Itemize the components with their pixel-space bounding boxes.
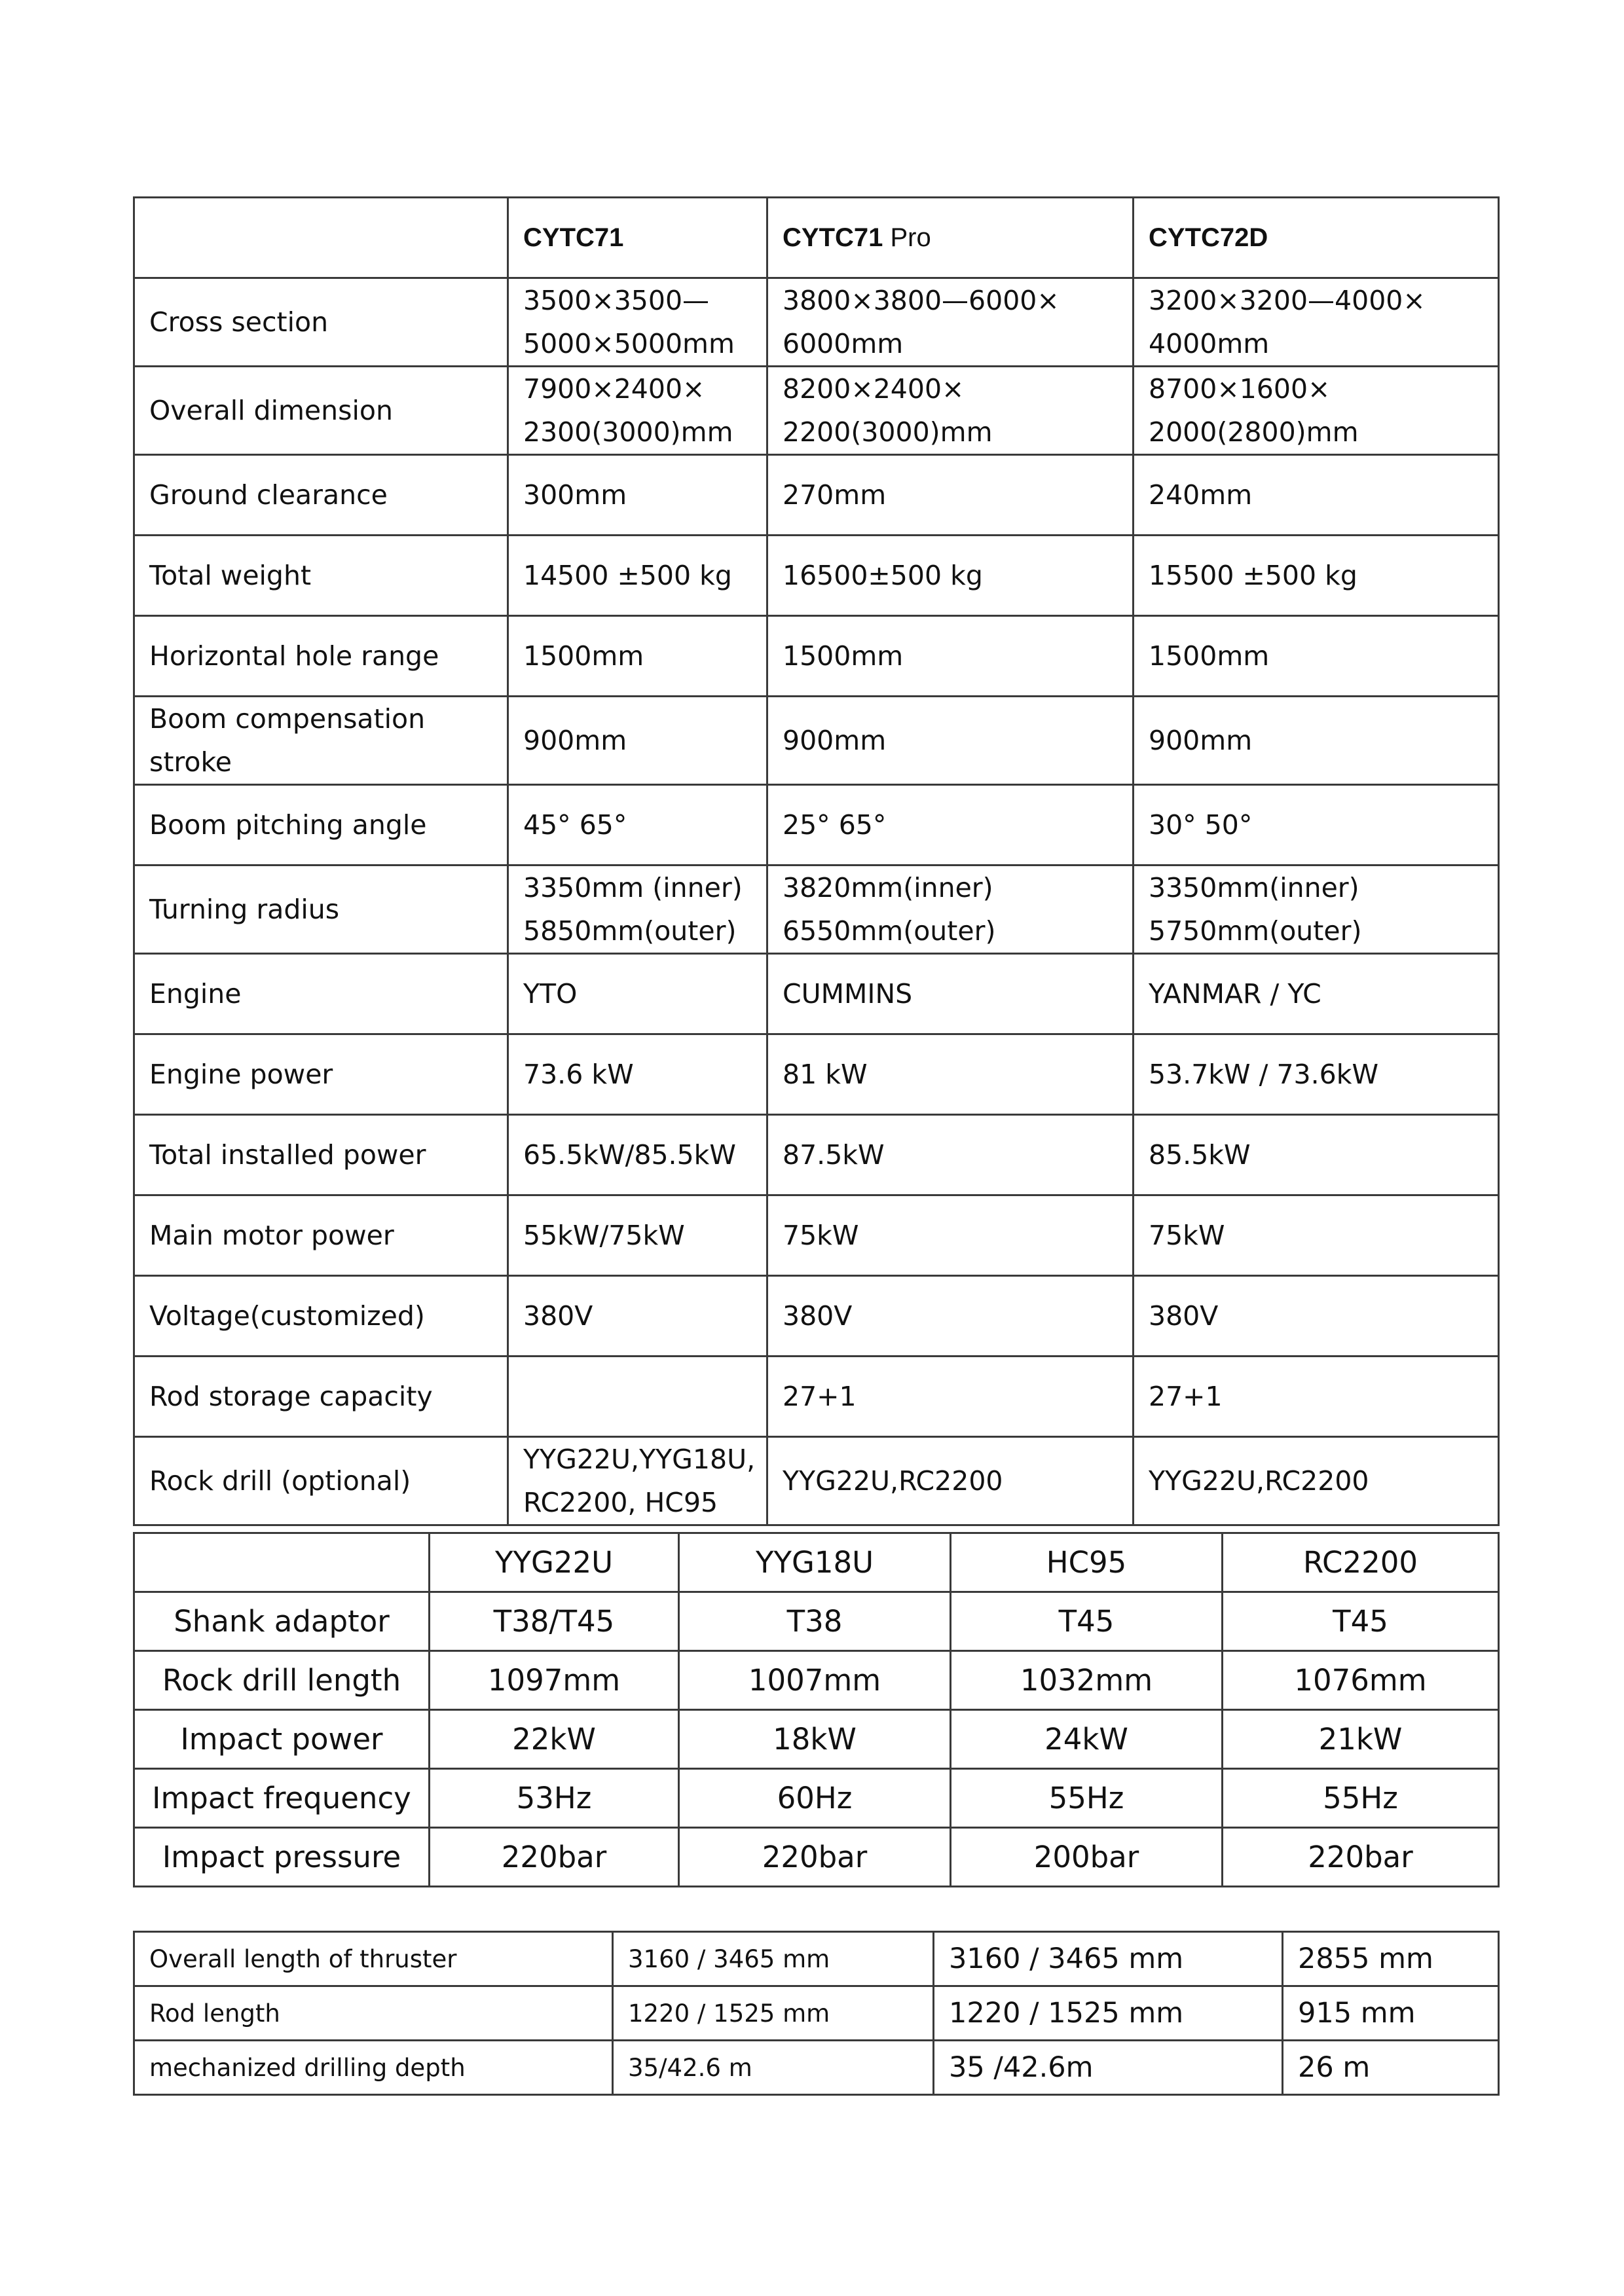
spec-value-line: 5750mm(outer) — [1149, 915, 1362, 947]
spec-value-cell — [767, 278, 1134, 367]
spec-value-cell — [508, 1034, 767, 1115]
spec-value-cell — [767, 616, 1134, 697]
thruster-value: 1220 / 1525 mm — [613, 1986, 934, 2041]
spec-value-line: 45° 65° — [523, 809, 627, 841]
spec-label: Horizontal hole range — [134, 616, 508, 697]
spec-value-line: 380V — [523, 1300, 593, 1332]
spec-value-cell — [767, 1437, 1134, 1525]
rock-drill-label: Shank adaptor — [134, 1592, 430, 1651]
spec-label: Rock drill (optional) — [134, 1437, 508, 1525]
rock-drill-label: Impact power — [134, 1710, 430, 1769]
spec-value-line: 240mm — [1149, 479, 1253, 511]
spec-value-line: 380V — [1149, 1300, 1219, 1332]
spec-value-line: 75kW — [1149, 1220, 1225, 1251]
thruster-value: 3160 / 3465 mm — [934, 1932, 1283, 1986]
rock-drill-value: 60Hz — [679, 1769, 951, 1828]
spec-value-line: 900mm — [1149, 725, 1253, 756]
spec-value-cell — [767, 954, 1134, 1034]
spec-value-line: 900mm — [783, 725, 887, 756]
spec-value-cell — [1134, 278, 1499, 367]
rock-drill-value: 53Hz — [430, 1769, 679, 1828]
spec-value-cell — [767, 1357, 1134, 1437]
spec-value-line: 3820mm(inner) — [783, 872, 993, 903]
spec-value-line: 15500 ±500 kg — [1149, 560, 1357, 591]
spec-value-cell — [1134, 1437, 1499, 1525]
rock-drill-header-cell: HC95 — [951, 1533, 1223, 1592]
spec-value-line: 3350mm (inner) — [523, 872, 743, 903]
rock-drill-value: 1097mm — [430, 1651, 679, 1710]
spec-row — [134, 1195, 1499, 1276]
spec-value-line: 16500±500 kg — [783, 560, 983, 591]
spec-value-cell — [508, 785, 767, 866]
spec-value-line: 2000(2800)mm — [1149, 416, 1359, 448]
rock-drill-table-body — [134, 1533, 1499, 1887]
thruster-value: 35 /42.6m — [934, 2041, 1283, 2095]
model-suffix: Pro — [883, 223, 931, 252]
spec-value-cell — [767, 536, 1134, 616]
rock-drill-label: Impact frequency — [134, 1769, 430, 1828]
spec-label: Rod storage capacity — [134, 1357, 508, 1437]
spec-value-cell — [508, 1195, 767, 1276]
spec-value-cell — [1134, 1034, 1499, 1115]
spec-value-line: 6000mm — [783, 328, 904, 359]
rock-drill-header-cell — [134, 1533, 430, 1592]
spec-value-line: 900mm — [523, 725, 627, 756]
spec-value-line: 65.5kW/85.5kW — [523, 1139, 736, 1171]
spec-value-line: 30° 50° — [1149, 809, 1253, 841]
spec-value-line: 27+1 — [1149, 1381, 1223, 1412]
spec-value-cell — [508, 1115, 767, 1195]
spec-value-cell — [1134, 536, 1499, 616]
spec-label: Cross section — [134, 278, 508, 367]
rock-drill-row — [134, 1592, 1499, 1651]
spec-label: Boom compensation stroke — [134, 697, 508, 785]
spec-row — [134, 536, 1499, 616]
spec-label: Overall dimension — [134, 367, 508, 455]
model-name: CYTC71 — [523, 223, 624, 252]
spec-value-cell — [508, 455, 767, 536]
rock-drill-value: T45 — [951, 1592, 1223, 1651]
thruster-label: mechanized drilling depth — [134, 2041, 613, 2095]
spec-value-cell — [508, 278, 767, 367]
rock-drill-value: T38 — [679, 1592, 951, 1651]
spec-value-cell — [1134, 1276, 1499, 1357]
rock-drill-header-row — [134, 1533, 1499, 1592]
rock-drill-value: 220bar — [430, 1828, 679, 1887]
spec-row — [134, 1276, 1499, 1357]
thruster-table-body — [134, 1932, 1499, 2095]
spec-value-line: RC2200, HC95 — [523, 1487, 718, 1518]
rock-drill-value: 18kW — [679, 1710, 951, 1769]
spec-value-line: 3500×3500— — [523, 285, 710, 316]
spec-value-line: CUMMINS — [783, 978, 913, 1010]
spec-value-line: 27+1 — [783, 1381, 857, 1412]
spec-value-cell — [1134, 367, 1499, 455]
rock-drill-table — [133, 1532, 1500, 1887]
spec-value-line: 25° 65° — [783, 809, 887, 841]
spec-value-cell — [767, 455, 1134, 536]
spec-value-cell — [1134, 785, 1499, 866]
spec-value-line: YTO — [523, 978, 578, 1010]
spec-value-line: YYG22U,YYG18U, — [523, 1444, 756, 1475]
spec-value-line: 8700×1600× — [1149, 373, 1331, 405]
spec-value-line: 1500mm — [783, 640, 904, 672]
spec-value-line: 380V — [783, 1300, 853, 1332]
spec-row — [134, 455, 1499, 536]
spec-row — [134, 1357, 1499, 1437]
rock-drill-label: Impact pressure — [134, 1828, 430, 1887]
spec-value-cell — [508, 1437, 767, 1525]
rock-drill-value: 55Hz — [951, 1769, 1223, 1828]
spec-value-cell — [508, 1357, 767, 1437]
spec-value-line: 4000mm — [1149, 328, 1270, 359]
thruster-value: 35/42.6 m — [613, 2041, 934, 2095]
spec-value-cell — [1134, 616, 1499, 697]
spec-value-line: 3200×3200—4000× — [1149, 285, 1426, 316]
rock-drill-value: 1007mm — [679, 1651, 951, 1710]
spec-value-line: YANMAR / YC — [1149, 978, 1321, 1010]
spec-label: Boom pitching angle — [134, 785, 508, 866]
rock-drill-value: 21kW — [1223, 1710, 1499, 1769]
spec-value-cell — [767, 367, 1134, 455]
thruster-row — [134, 2041, 1499, 2095]
rock-drill-value: 1076mm — [1223, 1651, 1499, 1710]
spec-label: Total weight — [134, 536, 508, 616]
spec-label: Ground clearance — [134, 455, 508, 536]
thruster-row — [134, 1986, 1499, 2041]
spec-value-cell — [508, 367, 767, 455]
spec-value-line: 14500 ±500 kg — [523, 560, 732, 591]
rock-drill-header-cell: YYG18U — [679, 1533, 951, 1592]
thruster-value: 915 mm — [1283, 1986, 1499, 2041]
spec-header-row — [134, 198, 1499, 278]
spec-value-cell — [767, 785, 1134, 866]
spec-value-line: 6550mm(outer) — [783, 915, 996, 947]
thruster-value: 3160 / 3465 mm — [613, 1932, 934, 1986]
rock-drill-value: 220bar — [679, 1828, 951, 1887]
spec-value-cell — [508, 866, 767, 954]
spec-value-cell — [508, 536, 767, 616]
spec-table — [133, 196, 1500, 1526]
spec-value-cell — [508, 616, 767, 697]
thruster-label: Overall length of thruster — [134, 1932, 613, 1986]
thruster-value: 2855 mm — [1283, 1932, 1499, 1986]
rock-drill-value: 220bar — [1223, 1828, 1499, 1887]
spec-label: Voltage(customized) — [134, 1276, 508, 1357]
spec-value-cell — [1134, 866, 1499, 954]
spec-value-line: 81 kW — [783, 1059, 868, 1090]
spec-value-cell — [767, 866, 1134, 954]
rock-drill-header-cell: RC2200 — [1223, 1533, 1499, 1592]
model-name: CYTC72D — [1149, 223, 1268, 252]
spec-value-cell — [1134, 1357, 1499, 1437]
spec-row — [134, 616, 1499, 697]
rock-drill-value: T38/T45 — [430, 1592, 679, 1651]
rock-drill-value: T45 — [1223, 1592, 1499, 1651]
spec-value-cell — [508, 1276, 767, 1357]
spec-value-cell — [1134, 697, 1499, 785]
spec-row — [134, 367, 1499, 455]
spec-value-cell — [1134, 954, 1499, 1034]
spec-row — [134, 1034, 1499, 1115]
rock-drill-row — [134, 1651, 1499, 1710]
rock-drill-value: 24kW — [951, 1710, 1223, 1769]
spec-label: Engine power — [134, 1034, 508, 1115]
spec-value-line: YYG22U,RC2200 — [783, 1465, 1003, 1497]
spec-label: Main motor power — [134, 1195, 508, 1276]
spec-value-line: 1500mm — [1149, 640, 1270, 672]
spec-value-cell — [1134, 1195, 1499, 1276]
thruster-value: 26 m — [1283, 2041, 1499, 2095]
spec-value-line: 2200(3000)mm — [783, 416, 993, 448]
rock-drill-label: Rock drill length — [134, 1651, 430, 1710]
spec-row — [134, 278, 1499, 367]
spec-row — [134, 785, 1499, 866]
spec-value-cell — [767, 1276, 1134, 1357]
spec-header-model-3 — [1134, 198, 1499, 278]
spec-value-line: 2300(3000)mm — [523, 416, 733, 448]
thruster-label: Rod length — [134, 1986, 613, 2041]
spec-value-line: 7900×2400× — [523, 373, 705, 405]
spec-value-cell — [767, 1034, 1134, 1115]
spec-value-cell — [767, 1115, 1134, 1195]
spec-value-line: 1500mm — [523, 640, 644, 672]
spec-value-cell — [1134, 1115, 1499, 1195]
spec-label: Engine — [134, 954, 508, 1034]
spec-label: Total installed power — [134, 1115, 508, 1195]
rock-drill-header-cell: YYG22U — [430, 1533, 679, 1592]
spec-value-line: 75kW — [783, 1220, 859, 1251]
spec-value-line: 270mm — [783, 479, 887, 511]
spec-value-line: 3350mm(inner) — [1149, 872, 1359, 903]
spec-value-line: 55kW/75kW — [523, 1220, 685, 1251]
spec-header-blank — [134, 198, 508, 278]
rock-drill-value: 55Hz — [1223, 1769, 1499, 1828]
thruster-row — [134, 1932, 1499, 1986]
spec-value-line: 53.7kW / 73.6kW — [1149, 1059, 1379, 1090]
spec-value-line: YYG22U,RC2200 — [1149, 1465, 1369, 1497]
spec-value-cell — [767, 697, 1134, 785]
spec-row — [134, 697, 1499, 785]
rock-drill-value: 22kW — [430, 1710, 679, 1769]
spec-row — [134, 866, 1499, 954]
rock-drill-row — [134, 1769, 1499, 1828]
spec-header-model-1 — [508, 198, 767, 278]
spec-label: Turning radius — [134, 866, 508, 954]
spec-row — [134, 1115, 1499, 1195]
rock-drill-value: 200bar — [951, 1828, 1223, 1887]
spec-value-line: 87.5kW — [783, 1139, 885, 1171]
spec-row — [134, 954, 1499, 1034]
spec-value-line: 73.6 kW — [523, 1059, 634, 1090]
spec-value-cell — [767, 1195, 1134, 1276]
spec-value-line: 5000×5000mm — [523, 328, 735, 359]
spec-value-line: 300mm — [523, 479, 627, 511]
thruster-value: 1220 / 1525 mm — [934, 1986, 1283, 2041]
spec-value-cell — [508, 697, 767, 785]
spec-row — [134, 1437, 1499, 1525]
spec-value-line: 5850mm(outer) — [523, 915, 737, 947]
spec-header-model-2 — [767, 198, 1134, 278]
spec-value-cell — [508, 954, 767, 1034]
model-name: CYTC71 — [783, 223, 883, 252]
rock-drill-value: 1032mm — [951, 1651, 1223, 1710]
thruster-table — [133, 1931, 1500, 2096]
spec-table-body — [134, 198, 1499, 1525]
spec-value-line: 3800×3800—6000× — [783, 285, 1060, 316]
spec-value-line: 85.5kW — [1149, 1139, 1251, 1171]
spec-value-cell — [1134, 455, 1499, 536]
rock-drill-row — [134, 1828, 1499, 1887]
rock-drill-row — [134, 1710, 1499, 1769]
spec-value-line: 8200×2400× — [783, 373, 965, 405]
